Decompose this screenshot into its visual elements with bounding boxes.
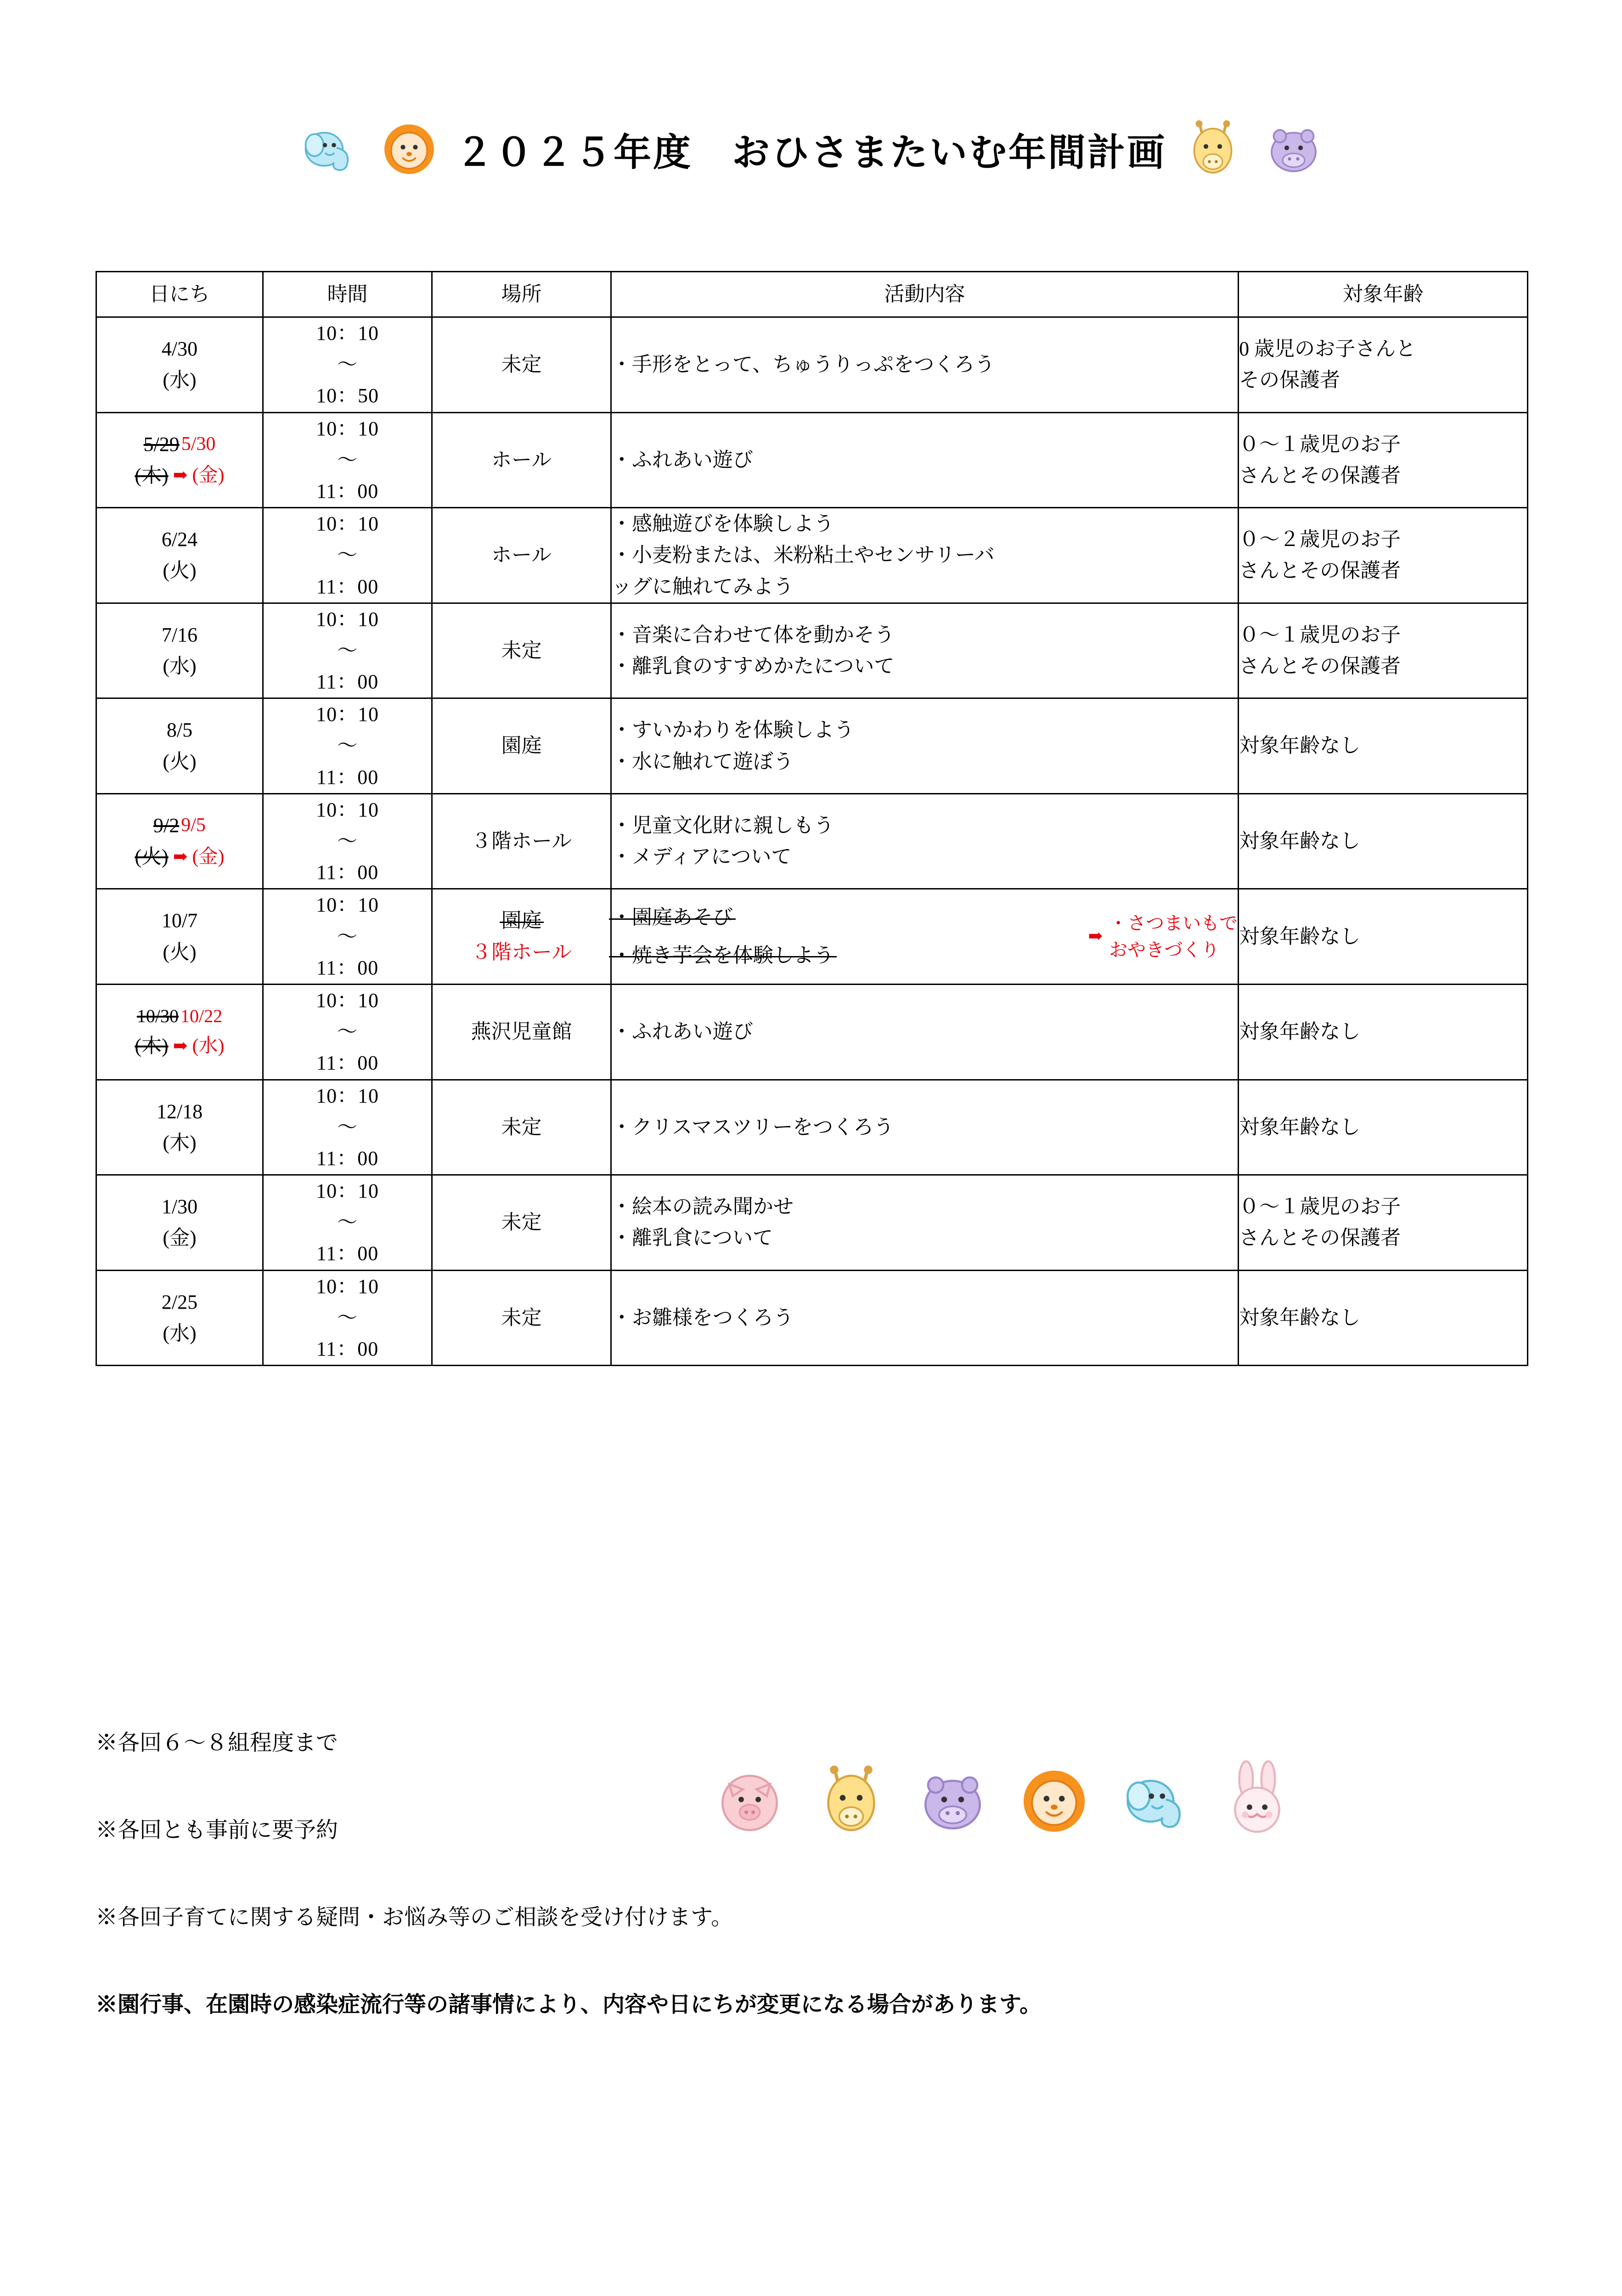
cell-time: 10：10 〜 11：00 [263, 603, 432, 698]
age-line: 対象年齢なし [1239, 1306, 1361, 1329]
cell-activity [611, 1270, 1238, 1366]
age-line: 対象年齢なし [1239, 925, 1361, 948]
activity-line: ・メディアについて [611, 845, 792, 868]
cell-date: 4/30 (水) [96, 317, 263, 413]
cell-time: 10：10 〜 11：00 [263, 1270, 432, 1366]
cell-date [96, 984, 263, 1080]
document-title-row [0, 115, 1622, 184]
cell-activity [611, 603, 1238, 698]
cell-activity [611, 1080, 1238, 1175]
giraffe-icon [809, 1759, 894, 1844]
activity-line-struck: ・園庭あそび [612, 902, 834, 933]
date-revision-main: 10/30 10/22 [136, 1006, 223, 1027]
annual-plan-table-wrap [96, 271, 1528, 1366]
arrow-icon: ➡ [173, 1036, 188, 1056]
activity-line: ・音楽に合わせて体を動かそう [611, 623, 895, 646]
cell-date: 7/16 (水) [96, 603, 263, 698]
table-row [96, 1175, 1528, 1271]
age-line: さんとその保護者 [1239, 654, 1401, 677]
cell-place: 園庭 [432, 698, 611, 794]
age-line: 0 歳児のお子さんと [1239, 338, 1416, 360]
table-row [96, 1270, 1528, 1366]
note-capacity: ※各回６〜８組程度まで [96, 1731, 338, 1755]
cell-age [1239, 317, 1528, 413]
table-row [96, 984, 1528, 1080]
table-row [96, 412, 1528, 508]
header-activity: 活動内容 [611, 272, 1238, 317]
cell-age [1239, 889, 1528, 985]
cell-time: 10：10 〜 11：00 [263, 508, 432, 603]
note-consultation: ※各回子育てに関する疑問・お悩み等のご相談を受け付けます。 [96, 1905, 733, 1930]
cell-time: 10：10 〜 11：00 [263, 412, 432, 508]
arrow-icon: ➡ [1088, 927, 1103, 946]
cell-date: 2/25 (水) [96, 1270, 263, 1366]
arrow-icon: ➡ [173, 847, 188, 867]
age-line: 対象年齢なし [1239, 734, 1361, 757]
note-reservation: ※各回とも事前に要予約 [96, 1818, 338, 1842]
cell-activity [611, 317, 1238, 413]
cell-place: 未定 [432, 1080, 611, 1175]
place-original: 園庭 [433, 905, 610, 936]
hippo-icon [1259, 115, 1328, 184]
cell-date: 10/7 (火) [96, 889, 263, 985]
cell-place [432, 889, 611, 985]
elephant-icon [1113, 1759, 1198, 1844]
age-line: その保護者 [1239, 369, 1340, 392]
hippo-icon [910, 1759, 995, 1844]
cell-place: 燕沢児童館 [432, 984, 611, 1080]
table-header-row [96, 272, 1528, 317]
activity-line: ・離乳食のすすめかたについて [611, 654, 895, 677]
annual-plan-table [96, 271, 1528, 1366]
date-revision-main: 5/29 5/30 [143, 433, 216, 456]
activity-line: ・感触遊びを体験しよう [611, 512, 834, 535]
cell-activity [611, 698, 1238, 794]
cell-activity [611, 508, 1238, 603]
cell-activity [611, 889, 1238, 985]
activity-line: ッグに触れてみよう [611, 575, 794, 598]
cell-place: ホール [432, 508, 611, 603]
cell-age [1239, 984, 1528, 1080]
cell-age [1239, 412, 1528, 508]
cell-place: 未定 [432, 317, 611, 413]
age-line: 対象年齢なし [1239, 830, 1361, 852]
cell-activity [611, 793, 1238, 889]
header-date: 日にち [96, 272, 263, 317]
table-row [96, 508, 1528, 603]
activity-line: ・手形をとって、ちゅうりっぷをつくろう [611, 353, 995, 376]
rabbit-icon [1215, 1759, 1300, 1844]
cell-age [1239, 1175, 1528, 1271]
cell-age [1239, 508, 1528, 603]
activity-line: ・水に触れて遊ぼう [611, 750, 794, 773]
cell-place: ３階ホール [432, 793, 611, 889]
age-line: さんとその保護者 [1239, 464, 1401, 487]
table-row [96, 317, 1528, 413]
cell-time: 10：10 〜 11：00 [263, 1080, 432, 1175]
header-place: 場所 [432, 272, 611, 317]
cell-date: 1/30 (金) [96, 1175, 263, 1271]
header-time: 時間 [263, 272, 432, 317]
page-title: ２０２５年度 おひさまたいむ年間計画 [455, 131, 1166, 174]
cell-date [96, 793, 263, 889]
date-revision-sub: (木) ➡ (金) [97, 460, 262, 491]
activity-line: ・クリスマスツリーをつくろう [611, 1115, 894, 1138]
activity-line: ・離乳食について [611, 1227, 773, 1249]
activity-line-struck: ・焼き芋会を体験しよう [612, 940, 834, 971]
cell-age [1239, 698, 1528, 794]
cell-date: 8/5 (火) [96, 698, 263, 794]
age-line: さんとその保護者 [1239, 1227, 1401, 1249]
cell-place: 未定 [432, 1270, 611, 1366]
activity-line: ・児童文化財に親しもう [611, 814, 834, 837]
cell-activity [611, 412, 1238, 508]
date-revision-sub: (木) ➡ (水) [97, 1030, 262, 1062]
activity-line: ・お雛様をつくろう [611, 1306, 794, 1329]
age-line: ０〜２歳児のお子 [1239, 528, 1401, 551]
activity-line: ・小麦粉または、米粉粘土やセンサリーバ [611, 544, 995, 567]
cell-place: 未定 [432, 1175, 611, 1271]
cell-activity [611, 1175, 1238, 1271]
header-age: 対象年齢 [1239, 272, 1528, 317]
arrow-icon: ➡ [173, 466, 188, 485]
note-change: ※園行事、在園時の感染症流行等の諸事情により、内容や日にちが変更になる場合があります。 [96, 1992, 1042, 2017]
cell-time: 10：10 〜 10：50 [263, 317, 432, 413]
activity-line: ・ふれあい遊び [611, 448, 753, 471]
place-revised: ３階ホール [471, 940, 572, 963]
cell-time: 10：10 〜 11：00 [263, 1175, 432, 1271]
footer-animal-strip [707, 1759, 1300, 1844]
cell-time: 10：10 〜 11：00 [263, 698, 432, 794]
cell-place: ホール [432, 412, 611, 508]
table-row [96, 698, 1528, 794]
table-row [96, 603, 1528, 698]
cell-time: 10：10 〜 11：00 [263, 889, 432, 985]
cell-age [1239, 603, 1528, 698]
lion-icon [1012, 1759, 1097, 1844]
date-revision-sub: (火) ➡ (金) [97, 841, 262, 872]
activity-line: ・ふれあい遊び [611, 1020, 753, 1043]
giraffe-icon [1178, 115, 1247, 184]
cell-time: 10：10 〜 11：00 [263, 793, 432, 889]
table-row [96, 1080, 1528, 1175]
activity-revised: ・さつまいもで おやきづくり [1109, 912, 1238, 960]
age-line: ０〜１歳児のお子 [1239, 433, 1401, 456]
cell-age [1239, 1270, 1528, 1366]
cell-date: 6/24 (火) [96, 508, 263, 603]
table-row [96, 889, 1528, 985]
age-line: ０〜１歳児のお子 [1239, 1195, 1401, 1218]
activity-line: ・絵本の読み聞かせ [611, 1195, 794, 1218]
cell-age [1239, 1080, 1528, 1175]
cell-age [1239, 793, 1528, 889]
cell-date: 12/18 (木) [96, 1080, 263, 1175]
age-line: 対象年齢なし [1239, 1115, 1361, 1138]
lion-icon [375, 115, 444, 184]
cell-date [96, 412, 263, 508]
age-line: さんとその保護者 [1239, 559, 1401, 582]
age-line: 対象年齢なし [1239, 1020, 1361, 1043]
pig-icon [707, 1759, 792, 1844]
age-line: ０〜１歳児のお子 [1239, 623, 1401, 646]
cell-time: 10：10 〜 11：00 [263, 984, 432, 1080]
table-row [96, 793, 1528, 889]
cell-activity [611, 984, 1238, 1080]
activity-line: ・すいかわりを体験しよう [611, 719, 854, 742]
elephant-icon [294, 115, 363, 184]
cell-place: 未定 [432, 603, 611, 698]
date-revision-main: 9/2 9/5 [153, 814, 206, 837]
